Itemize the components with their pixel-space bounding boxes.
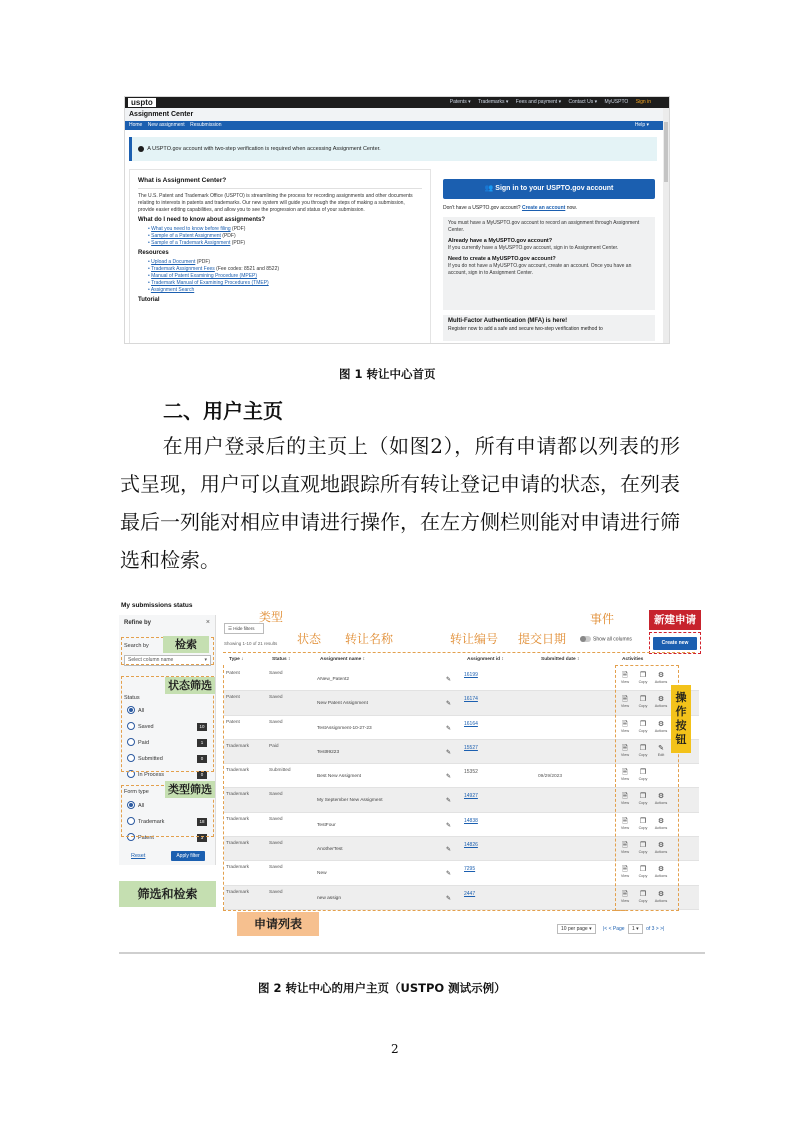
actions-action-button[interactable]: ⚙ Actions bbox=[654, 866, 668, 879]
view-action-button[interactable]: 🗎 View bbox=[617, 890, 633, 903]
top-nav-trademarks[interactable]: Trademarks ▾ bbox=[477, 99, 509, 105]
list-item[interactable]: • Assignment Search bbox=[148, 287, 422, 294]
col-date[interactable]: Submitted date ↕ bbox=[541, 657, 580, 662]
cell-type: Trademark bbox=[226, 889, 250, 895]
cell-type: Trademark bbox=[226, 816, 250, 822]
col-activities: Activities bbox=[622, 657, 644, 662]
copy-icon: ❐ bbox=[639, 720, 647, 728]
top-nav-sign-in[interactable]: Sign in bbox=[635, 99, 651, 105]
what-is-text: The U.S. Patent and Trademark Office (USPTO) is streamlining the process for recording assignments and other documents relating to interests in patents and trademarks. Our new system will guide you through the steps of making a submission, provide easier editing capabilities, and allow you to see the progression and status of your submission. bbox=[138, 193, 413, 213]
view-icon: 🗎 bbox=[622, 744, 628, 752]
mfa-text: Register now to add a safe and secure two-step verification method to bbox=[448, 326, 603, 332]
copy-icon: ❐ bbox=[639, 842, 647, 850]
form-option-trademark[interactable]: Trademark 18 bbox=[127, 817, 207, 827]
view-action-button[interactable]: 🗎 View bbox=[617, 744, 633, 757]
name-annotation: 转让名称 bbox=[345, 632, 394, 646]
resources-title: Resources bbox=[138, 250, 169, 256]
tutorial-title: Tutorial bbox=[138, 297, 160, 303]
need-to-know-title: What do I need to know about assignments? bbox=[138, 217, 266, 223]
cell-type: Trademark bbox=[226, 743, 250, 749]
date-annotation: 提交日期 bbox=[518, 632, 567, 646]
count-badge: 18 bbox=[197, 818, 207, 826]
count-badge: 10 bbox=[197, 723, 207, 731]
form-option-patent[interactable]: Patent 3 bbox=[127, 833, 207, 843]
edit-name-icon[interactable]: ✎ bbox=[446, 774, 452, 781]
edit-name-icon[interactable]: ✎ bbox=[446, 847, 452, 854]
edit-action-button[interactable]: ✎ Edit bbox=[653, 744, 669, 757]
cell-type: Patent bbox=[226, 719, 240, 725]
filter-search-annotation: 筛选和检索 bbox=[119, 881, 216, 907]
cell-id[interactable]: 14927 bbox=[464, 793, 478, 800]
cell-name: New Patent Assignment bbox=[317, 701, 368, 707]
section-heading: 二、用户主页 bbox=[163, 399, 283, 423]
already-title: Already have a MyUSPTO.gov account? bbox=[448, 238, 553, 244]
edit-name-icon[interactable]: ✎ bbox=[446, 895, 452, 902]
view-icon: 🗎 bbox=[622, 672, 628, 679]
cell-status: Submitted bbox=[269, 768, 291, 774]
need-create-title: Need to create a MyUSPTO.gov account? bbox=[448, 256, 556, 262]
actions-action-button[interactable]: ⚙ Actions bbox=[654, 890, 668, 903]
cell-name: Test99223 bbox=[317, 749, 340, 755]
view-action-button[interactable]: 🗎 View bbox=[617, 792, 633, 805]
view-icon: 🗎 bbox=[622, 720, 628, 728]
cell-date: 09/29/2023 bbox=[538, 774, 563, 780]
copy-action-button[interactable]: ❐ Copy bbox=[635, 865, 651, 878]
actions-icon: ⚙ bbox=[657, 672, 665, 679]
actions-action-button[interactable]: ⚙ Actions bbox=[654, 793, 668, 806]
new-application-annotation: 新建申请 bbox=[649, 610, 701, 630]
actions-icon: ⚙ bbox=[657, 866, 665, 874]
list-annotation-bottom bbox=[223, 910, 625, 911]
figure-2-screenshot bbox=[119, 601, 705, 954]
copy-action-button[interactable]: ❐ Copy bbox=[635, 695, 651, 708]
actions-icon: ⚙ bbox=[657, 842, 665, 850]
copy-action-button[interactable]: ❐ Copy bbox=[635, 817, 651, 830]
view-icon: 🗎 bbox=[622, 890, 628, 898]
cell-id[interactable]: 14826 bbox=[464, 842, 478, 849]
actions-icon: ⚙ bbox=[657, 890, 665, 898]
sign-in-column bbox=[443, 179, 655, 341]
cell-type: Patent bbox=[226, 671, 240, 676]
edit-name-icon[interactable]: ✎ bbox=[446, 749, 452, 756]
figure-1-screenshot bbox=[124, 96, 670, 344]
cell-name: New bbox=[317, 871, 327, 877]
cell-id[interactable]: 14838 bbox=[464, 817, 478, 824]
cell-id[interactable]: 16174 bbox=[464, 696, 478, 703]
cell-id[interactable]: 15527 bbox=[464, 744, 478, 751]
view-action-button[interactable]: 🗎 View bbox=[617, 768, 633, 781]
list-item[interactable]: • What you need to know before filing (PDF) bbox=[148, 226, 422, 233]
copy-action-button[interactable]: ❐ Copy bbox=[635, 744, 651, 757]
uspto-logo[interactable]: uspto bbox=[128, 98, 156, 107]
status-option-paid[interactable]: Paid 1 bbox=[127, 738, 207, 748]
cell-id[interactable]: 16199 bbox=[464, 672, 478, 678]
type-filter-annotation-label: 类型筛选 bbox=[165, 781, 215, 798]
cell-type: Patent bbox=[226, 695, 240, 701]
create-account-link[interactable]: Create an account bbox=[521, 205, 566, 211]
col-status[interactable]: Status ↕ bbox=[272, 657, 291, 662]
search-by-label: Search by bbox=[124, 643, 149, 649]
edit-name-icon[interactable]: ✎ bbox=[446, 822, 452, 829]
copy-icon: ❐ bbox=[639, 817, 647, 825]
account-info-box bbox=[443, 217, 655, 310]
count-badge: 0 bbox=[197, 771, 207, 779]
sign-in-button[interactable]: 👥 Sign in to your USPTO.gov account bbox=[443, 179, 655, 199]
body-paragraph: 在用户登录后的主页上（如图2），所有申请都以列表的形式呈现，用户可以直观地跟踪所有转让登记申请的状态，在列表最后一列能对相应申请进行操作，在左方侧栏则能对申请进行筛选和检索。 bbox=[120, 434, 680, 572]
cell-name: AnotherTest bbox=[317, 847, 343, 853]
cell-type: Trademark bbox=[226, 841, 250, 847]
cell-type: Trademark bbox=[226, 792, 250, 798]
page-of: of 3 bbox=[646, 926, 655, 932]
cell-status: Saved bbox=[269, 865, 283, 871]
form-option-all[interactable]: All bbox=[127, 801, 207, 811]
actions-action-button[interactable]: ⚙ Actions bbox=[654, 842, 668, 855]
list-item[interactable]: • Sample of a Trademark Assignment (PDF) bbox=[148, 240, 422, 247]
view-action-button[interactable]: 🗎 View bbox=[617, 720, 633, 733]
figure-2-caption: 图 2 转让中心的用户主页（USTPO 测试示例） bbox=[258, 981, 506, 995]
actions-action-button[interactable]: ⚙ Actions bbox=[654, 720, 668, 733]
what-is-card bbox=[129, 169, 431, 344]
cell-type: Trademark bbox=[226, 865, 250, 871]
status-annotation: 状态 bbox=[297, 632, 322, 646]
alert-text: A USPTO.gov account with two-step verification is required when accessing Assignment Center. bbox=[147, 146, 381, 152]
edit-icon: ✎ bbox=[658, 744, 664, 752]
col-type[interactable]: Type ↓ bbox=[229, 657, 244, 662]
edit-name-icon[interactable]: ✎ bbox=[446, 701, 452, 708]
status-filter-annotation-label: 状态筛选 bbox=[165, 677, 215, 694]
top-nav-fees[interactable]: Fees and payment ▾ bbox=[515, 99, 562, 105]
id-annotation: 转让编号 bbox=[450, 632, 499, 646]
cell-status: Saved bbox=[269, 816, 283, 822]
col-name[interactable]: Assignment name ↕ bbox=[320, 657, 366, 662]
refine-by-label: Refine by bbox=[124, 620, 152, 626]
actions-icon: ⚙ bbox=[657, 720, 665, 728]
pagination bbox=[557, 926, 664, 932]
view-icon: 🗎 bbox=[622, 817, 628, 825]
type-annotation: 类型 bbox=[259, 610, 284, 624]
edit-name-icon[interactable]: ✎ bbox=[446, 871, 452, 878]
copy-action-button[interactable]: ❐ Copy bbox=[635, 671, 651, 684]
close-icon[interactable]: × bbox=[205, 619, 210, 626]
actions-action-button[interactable]: ⚙ Actions bbox=[654, 672, 668, 684]
status-option-submitted[interactable]: Submitted 0 bbox=[127, 754, 207, 764]
list-item[interactable]: • Trademark Manual of Examining Procedures (TMEP) bbox=[148, 280, 422, 287]
header-annotation-line bbox=[223, 652, 695, 653]
cell-status: Saved bbox=[269, 841, 283, 847]
copy-action-button[interactable]: ❐ Copy bbox=[635, 768, 651, 781]
form-type-label: Form type bbox=[124, 789, 149, 795]
count-badge: 1 bbox=[197, 739, 207, 747]
status-option-in-process[interactable]: In Process 0 bbox=[127, 770, 207, 780]
copy-action-button[interactable]: ❐ Copy bbox=[635, 792, 651, 805]
copy-action-button[interactable]: ❐ Copy bbox=[635, 890, 651, 903]
scrollbar-thumb[interactable] bbox=[664, 122, 668, 182]
copy-icon: ❐ bbox=[639, 890, 647, 898]
need-to-know-list bbox=[138, 226, 422, 247]
list-item[interactable]: • Upload a Document (PDF) bbox=[148, 259, 422, 266]
mfa-title: Multi-Factor Authentication (MFA) is here! bbox=[448, 318, 568, 324]
page-label: Page bbox=[612, 926, 625, 932]
view-icon: 🗎 bbox=[622, 866, 628, 874]
cell-status: Saved bbox=[269, 792, 283, 798]
col-id[interactable]: Assignment id ↕ bbox=[467, 657, 504, 662]
nav-resubmission[interactable]: Resubmission bbox=[190, 122, 222, 128]
edit-name-icon[interactable]: ✎ bbox=[446, 677, 452, 683]
uspto-top-bar bbox=[125, 97, 669, 108]
apply-filter-button[interactable]: Apply filter bbox=[171, 851, 205, 861]
nav-new-assignment[interactable]: New assignment bbox=[147, 122, 185, 128]
edit-name-icon[interactable]: ✎ bbox=[446, 725, 452, 732]
view-action-button[interactable]: 🗎 View bbox=[617, 671, 633, 684]
event-annotation: 事件 bbox=[590, 612, 615, 626]
cell-status: Saved bbox=[269, 695, 283, 701]
cell-name: new assign bbox=[317, 895, 341, 901]
first-prev-page-button[interactable]: |< < bbox=[602, 926, 612, 932]
actions-icon: ⚙ bbox=[657, 696, 665, 704]
actions-action-button[interactable]: ⚙ Actions bbox=[654, 817, 668, 830]
page-select[interactable]: 1 ▾ bbox=[628, 924, 643, 934]
column-select[interactable]: Select column name ▾ bbox=[124, 655, 211, 666]
per-page-select[interactable]: 10 per page ▾ bbox=[557, 924, 596, 934]
cell-status: Saved bbox=[269, 889, 283, 895]
cell-name: Best New Assigment bbox=[317, 774, 361, 780]
actions-icon: ⚙ bbox=[657, 817, 665, 825]
cell-status: Saved bbox=[269, 719, 283, 725]
scrollbar[interactable] bbox=[663, 108, 669, 343]
status-option-saved[interactable]: Saved 10 bbox=[127, 722, 207, 732]
results-count: Showing 1-10 of 21 results bbox=[224, 641, 278, 646]
what-is-title: What is Assignment Center? bbox=[138, 177, 422, 189]
app-title: Assignment Center bbox=[125, 108, 669, 121]
list-item[interactable]: • Manual of Patent Examining Procedure (MPEP) bbox=[148, 273, 422, 280]
count-badge: 0 bbox=[197, 755, 207, 763]
cell-id[interactable]: 7295 bbox=[464, 866, 476, 873]
cell-id[interactable]: 2447 bbox=[464, 890, 476, 897]
must-have-text: You must have a MyUSPTO.gov account to record an assignment through Assignment Center. bbox=[448, 220, 640, 233]
top-nav-myuspto[interactable]: MyUSPTO bbox=[604, 99, 629, 105]
figure-1-caption: 图 1 转让中心首页 bbox=[339, 367, 436, 381]
view-action-button[interactable]: 🗎 View bbox=[617, 695, 633, 708]
mfa-box bbox=[443, 315, 655, 341]
status-label: Status bbox=[124, 695, 140, 701]
list-annotation-label: 申请列表 bbox=[237, 912, 319, 936]
search-annotation-label: 检索 bbox=[163, 636, 209, 653]
reset-link[interactable]: Reset bbox=[131, 853, 146, 859]
view-action-button[interactable]: 🗎 View bbox=[617, 817, 633, 830]
info-icon bbox=[138, 146, 144, 152]
cell-status: Paid bbox=[269, 743, 279, 749]
show-all-columns-toggle[interactable]: Show all columns bbox=[580, 636, 632, 642]
copy-action-button[interactable]: ❐ Copy bbox=[635, 841, 651, 854]
cell-type: Trademark bbox=[226, 768, 250, 774]
copy-action-button[interactable]: ❐ Copy bbox=[635, 720, 651, 733]
actions-icon: ⚙ bbox=[657, 793, 665, 801]
ops-annotation-box bbox=[615, 665, 679, 911]
view-action-button[interactable]: 🗎 View bbox=[617, 865, 633, 878]
already-text: If you currently have a MyUSPTO.gov account, sign in to Assignment Center. bbox=[448, 245, 619, 251]
actions-action-button[interactable]: ⚙ Actions bbox=[654, 696, 668, 709]
edit-name-icon[interactable]: ✎ bbox=[446, 798, 452, 805]
status-option-all[interactable]: All bbox=[127, 706, 207, 716]
nav-home[interactable]: Home bbox=[129, 122, 143, 128]
submissions-title: My submissions status bbox=[121, 602, 193, 609]
top-nav bbox=[444, 98, 651, 107]
copy-icon: ❐ bbox=[639, 866, 647, 874]
toggle-icon bbox=[580, 636, 591, 642]
no-account-text: Don't have a USPTO.gov account? Create an account now. bbox=[443, 205, 578, 211]
next-last-page-button[interactable]: > >| bbox=[655, 926, 665, 932]
page-number: 2 bbox=[391, 1042, 399, 1056]
view-icon: 🗎 bbox=[622, 696, 628, 704]
ops-annotation-label: 操作按钮 bbox=[671, 685, 691, 753]
nav-help[interactable]: Help ▾ bbox=[634, 122, 649, 128]
view-icon: 🗎 bbox=[622, 793, 628, 801]
user-icon: 👥 bbox=[484, 185, 496, 192]
mfa-alert bbox=[129, 137, 657, 161]
top-nav-patents[interactable]: Patents ▾ bbox=[449, 99, 471, 105]
copy-icon: ❐ bbox=[639, 769, 647, 777]
create-new-button[interactable]: Create new bbox=[653, 637, 697, 650]
cell-status: Saved bbox=[269, 671, 283, 676]
view-icon: 🗎 bbox=[622, 842, 628, 850]
copy-icon: ❐ bbox=[639, 793, 647, 801]
cell-name: TestAssignment-10-27-23 bbox=[317, 725, 372, 731]
need-create-text: If you do not have a MyUSPTO.gov account, create an account. Once you have an account, sign in to Assignment Center. bbox=[448, 263, 632, 276]
list-item[interactable]: • Sample of a Patent Assignment (PDF) bbox=[148, 233, 422, 240]
cell-id[interactable]: 16164 bbox=[464, 720, 478, 727]
copy-icon: ❐ bbox=[639, 696, 647, 704]
copy-icon: ❐ bbox=[639, 672, 647, 679]
copy-icon: ❐ bbox=[639, 744, 647, 752]
count-badge: 3 bbox=[197, 834, 207, 842]
hide-filters-button[interactable]: ☰ Hide filters bbox=[224, 623, 264, 634]
cell-name: TestFour bbox=[317, 822, 336, 828]
view-icon: 🗎 bbox=[622, 769, 628, 777]
resources-list bbox=[138, 259, 422, 294]
cell-name: ANew_Patent2 bbox=[317, 677, 349, 682]
main-nav-bar bbox=[125, 121, 669, 130]
top-nav-contact[interactable]: Contact Us ▾ bbox=[568, 99, 598, 105]
list-item[interactable]: • Trademark Assignment Fees (Fee codes: 8521 and 8522) bbox=[148, 266, 422, 273]
list-annotation-line bbox=[223, 665, 224, 910]
cell-id: 15352 bbox=[464, 769, 478, 776]
cell-name: My September New Assigment bbox=[317, 798, 383, 804]
view-action-button[interactable]: 🗎 View bbox=[617, 841, 633, 854]
